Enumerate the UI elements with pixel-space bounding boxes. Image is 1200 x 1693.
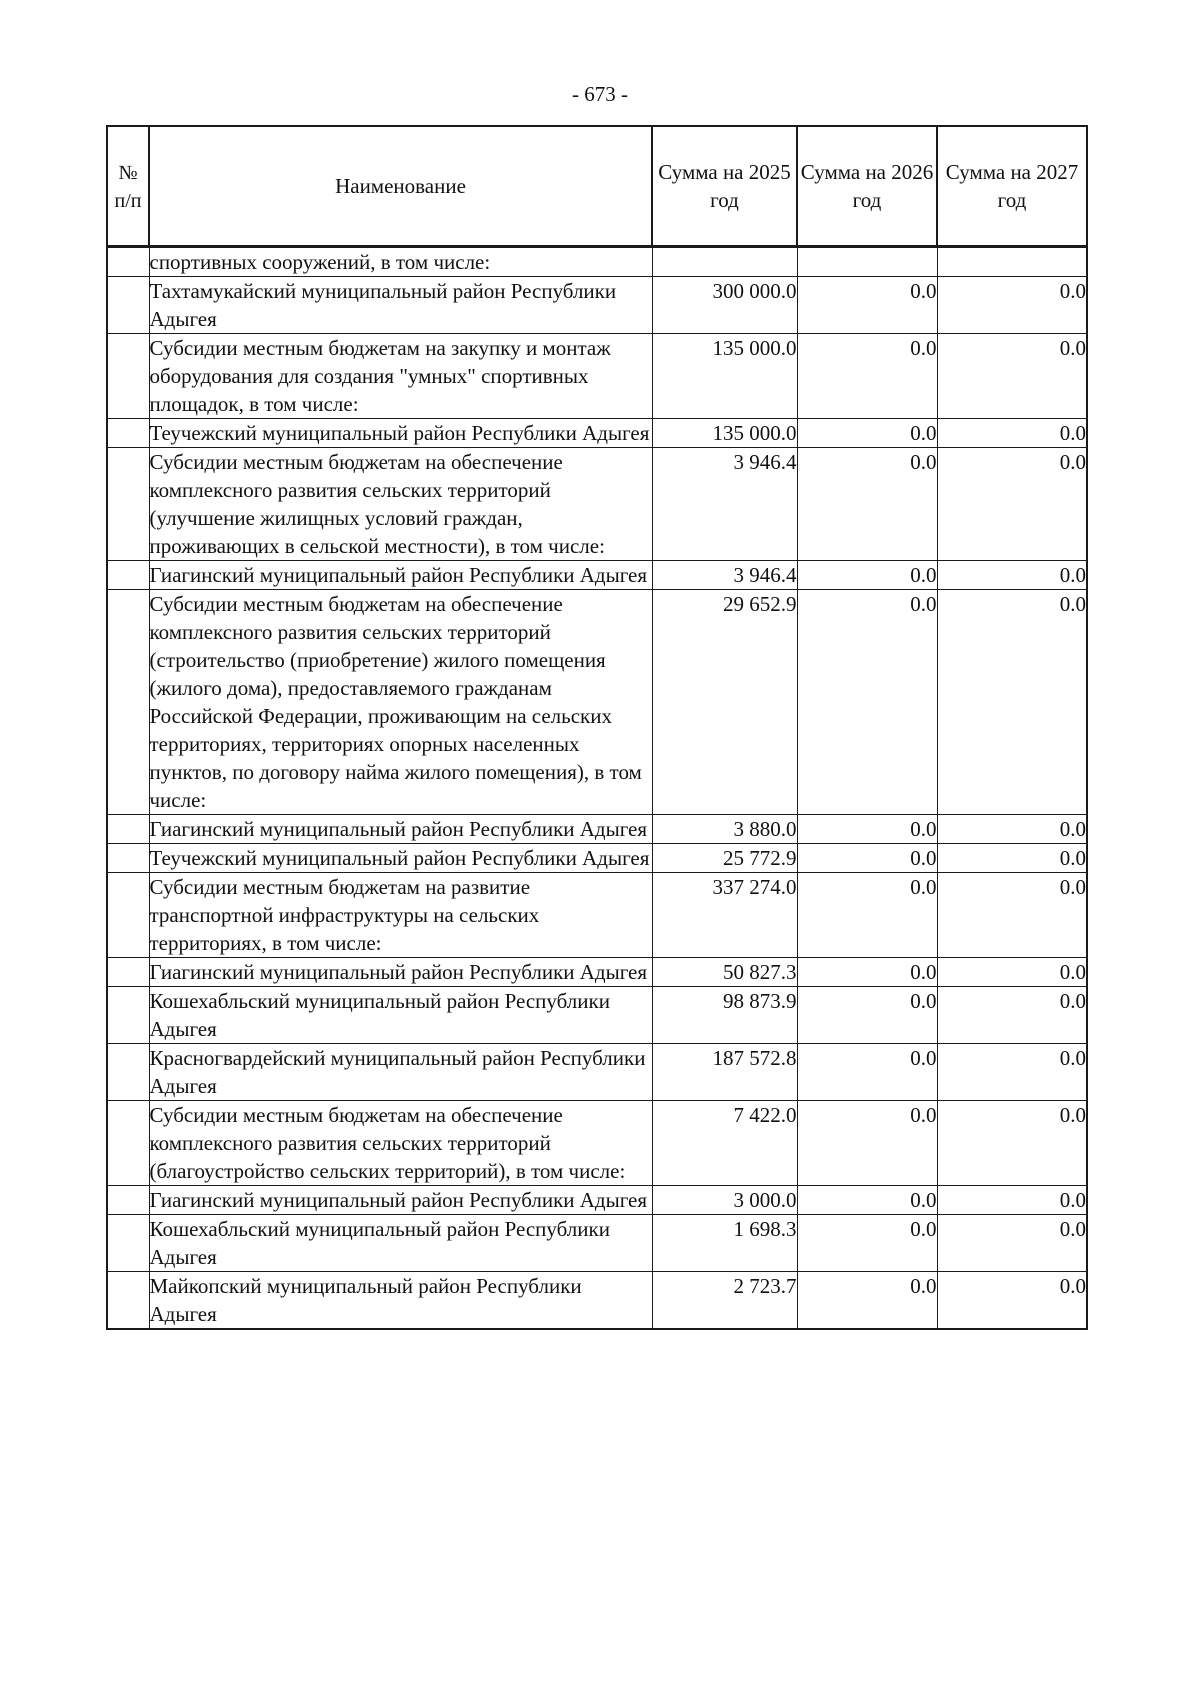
row-2025-cell: 3 946.4 <box>652 561 797 590</box>
row-2027-cell: 0.0 <box>937 844 1087 873</box>
row-name-cell: Теучежский муниципальный район Республики Адыгея <box>149 844 652 873</box>
row-num-cell <box>107 1044 149 1101</box>
row-2026-cell: 0.0 <box>797 419 937 448</box>
table-row <box>107 448 1087 561</box>
budget-table <box>106 125 1088 1330</box>
row-num-cell <box>107 1272 149 1330</box>
row-name-cell: Красногвардейский муниципальный район Республики Адыгея <box>149 1044 652 1101</box>
row-name-cell: Субсидии местным бюджетам на обеспечение комплексного развития сельских территорий (благоустройство сельских территорий), в том числе: <box>149 1101 652 1186</box>
row-2025-cell: 135 000.0 <box>652 334 797 419</box>
row-2026-cell: 0.0 <box>797 1101 937 1186</box>
row-2026-cell: 0.0 <box>797 1272 937 1330</box>
row-2027-cell: 0.0 <box>937 590 1087 815</box>
table-row <box>107 844 1087 873</box>
table-header-row <box>107 126 1087 247</box>
row-name-cell: Тахтамукайский муниципальный район Республики Адыгея <box>149 277 652 334</box>
row-num-cell <box>107 873 149 958</box>
row-num-cell <box>107 448 149 561</box>
row-name-cell: Субсидии местным бюджетам на развитие транспортной инфраструктуры на сельских территориях, в том числе: <box>149 873 652 958</box>
row-name-cell: Субсидии местным бюджетам на закупку и монтаж оборудования для создания "умных" спортивных площадок, в том числе: <box>149 334 652 419</box>
table-row <box>107 1101 1087 1186</box>
header-2027: Сумма на 2027 год <box>937 126 1087 247</box>
row-2026-cell: 0.0 <box>797 561 937 590</box>
row-2025-cell: 3 000.0 <box>652 1186 797 1215</box>
row-2025-cell: 2 723.7 <box>652 1272 797 1330</box>
row-name-cell: Гиагинский муниципальный район Республики Адыгея <box>149 1186 652 1215</box>
row-2027-cell: 0.0 <box>937 815 1087 844</box>
row-2026-cell: 0.0 <box>797 987 937 1044</box>
row-2027-cell: 0.0 <box>937 448 1087 561</box>
row-2025-cell <box>652 247 797 277</box>
table-row <box>107 873 1087 958</box>
row-num-cell <box>107 334 149 419</box>
header-2025: Сумма на 2025 год <box>652 126 797 247</box>
row-name-cell: Гиагинский муниципальный район Республики Адыгея <box>149 561 652 590</box>
row-name-cell: Гиагинский муниципальный район Республики Адыгея <box>149 815 652 844</box>
row-2025-cell: 98 873.9 <box>652 987 797 1044</box>
row-2025-cell: 29 652.9 <box>652 590 797 815</box>
header-num-label: № п/п <box>114 162 142 212</box>
row-name-cell: Майкопский муниципальный район Республики Адыгея <box>149 1272 652 1330</box>
row-2026-cell: 0.0 <box>797 334 937 419</box>
row-2025-cell: 3 880.0 <box>652 815 797 844</box>
row-2026-cell: 0.0 <box>797 277 937 334</box>
row-2026-cell: 0.0 <box>797 873 937 958</box>
row-name-cell: Гиагинский муниципальный район Республики Адыгея <box>149 958 652 987</box>
table-row <box>107 561 1087 590</box>
table-row <box>107 1272 1087 1330</box>
table-row <box>107 1215 1087 1272</box>
row-num-cell <box>107 844 149 873</box>
header-2026: Сумма на 2026 год <box>797 126 937 247</box>
row-num-cell <box>107 1101 149 1186</box>
row-num-cell <box>107 247 149 277</box>
row-num-cell <box>107 419 149 448</box>
row-name-cell: Кошехабльский муниципальный район Республики Адыгея <box>149 987 652 1044</box>
row-2027-cell: 0.0 <box>937 987 1087 1044</box>
row-2025-cell: 187 572.8 <box>652 1044 797 1101</box>
row-2026-cell: 0.0 <box>797 1215 937 1272</box>
table-row <box>107 987 1087 1044</box>
row-name-cell: Теучежский муниципальный район Республики Адыгея <box>149 419 652 448</box>
row-name-cell: Кошехабльский муниципальный район Республики Адыгея <box>149 1215 652 1272</box>
row-2027-cell: 0.0 <box>937 1186 1087 1215</box>
row-2027-cell: 0.0 <box>937 1101 1087 1186</box>
row-2027-cell: 0.0 <box>937 419 1087 448</box>
row-2025-cell: 3 946.4 <box>652 448 797 561</box>
header-name: Наименование <box>149 126 652 247</box>
row-2025-cell: 337 274.0 <box>652 873 797 958</box>
row-num-cell <box>107 277 149 334</box>
row-2026-cell: 0.0 <box>797 1044 937 1101</box>
row-num-cell <box>107 1186 149 1215</box>
row-name-cell: Субсидии местным бюджетам на обеспечение комплексного развития сельских территорий (строительство (приобретение) жилого помещения (жилого дома), предоставляемого гражданам Российской Федерации, проживающим на сельских территориях, территориях опорных населенных пунктов, по договору найма жилого помещения), в том числе: <box>149 590 652 815</box>
table-row <box>107 247 1087 277</box>
row-2026-cell: 0.0 <box>797 1186 937 1215</box>
row-num-cell <box>107 561 149 590</box>
table-row <box>107 419 1087 448</box>
table-row <box>107 334 1087 419</box>
row-num-cell <box>107 987 149 1044</box>
row-2025-cell: 300 000.0 <box>652 277 797 334</box>
header-num <box>107 126 149 247</box>
row-2027-cell: 0.0 <box>937 1215 1087 1272</box>
table-row <box>107 815 1087 844</box>
page-number: - 673 - <box>572 82 628 106</box>
row-2027-cell: 0.0 <box>937 277 1087 334</box>
row-2026-cell: 0.0 <box>797 590 937 815</box>
table-row <box>107 1186 1087 1215</box>
row-2027-cell: 0.0 <box>937 958 1087 987</box>
row-2025-cell: 1 698.3 <box>652 1215 797 1272</box>
row-2027-cell <box>937 247 1087 277</box>
row-2027-cell: 0.0 <box>937 873 1087 958</box>
row-num-cell <box>107 1215 149 1272</box>
row-2025-cell: 7 422.0 <box>652 1101 797 1186</box>
row-2026-cell <box>797 247 937 277</box>
row-2025-cell: 135 000.0 <box>652 419 797 448</box>
row-num-cell <box>107 590 149 815</box>
row-2027-cell: 0.0 <box>937 1272 1087 1330</box>
row-2026-cell: 0.0 <box>797 958 937 987</box>
row-name-cell: спортивных сооружений, в том числе: <box>149 247 652 277</box>
row-num-cell <box>107 815 149 844</box>
row-2025-cell: 25 772.9 <box>652 844 797 873</box>
table-row <box>107 277 1087 334</box>
row-num-cell <box>107 958 149 987</box>
row-2025-cell: 50 827.3 <box>652 958 797 987</box>
row-2027-cell: 0.0 <box>937 1044 1087 1101</box>
row-2027-cell: 0.0 <box>937 334 1087 419</box>
table-row <box>107 1044 1087 1101</box>
table-row <box>107 590 1087 815</box>
row-2026-cell: 0.0 <box>797 448 937 561</box>
row-2026-cell: 0.0 <box>797 815 937 844</box>
row-2027-cell: 0.0 <box>937 561 1087 590</box>
row-name-cell: Субсидии местным бюджетам на обеспечение комплексного развития сельских территорий (улучшение жилищных условий граждан, проживающих в сельской местности), в том числе: <box>149 448 652 561</box>
row-2026-cell: 0.0 <box>797 844 937 873</box>
table-row <box>107 958 1087 987</box>
